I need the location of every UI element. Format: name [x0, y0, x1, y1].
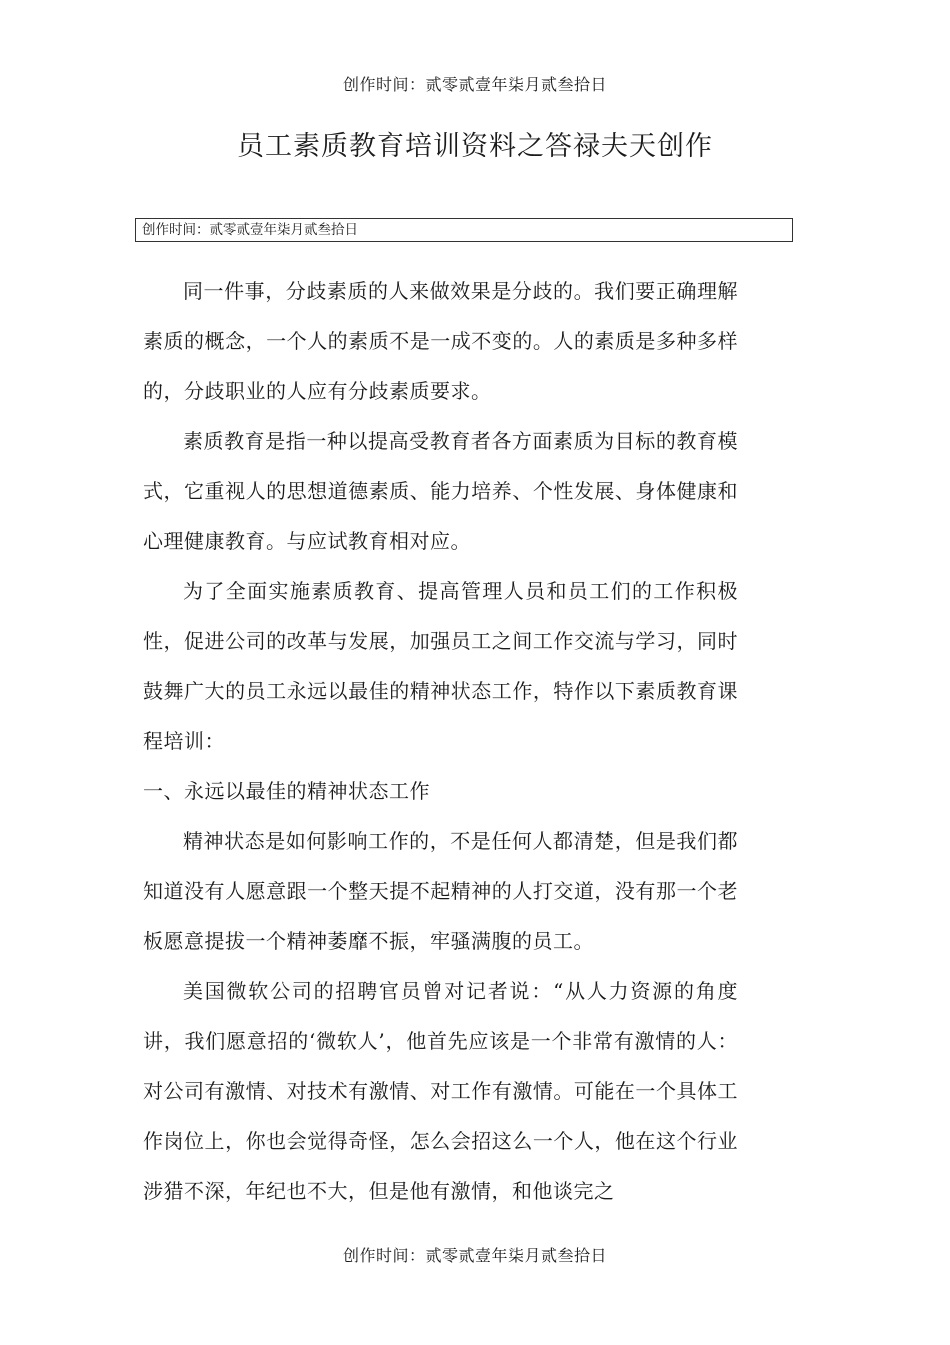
boxed-creation-time: 创作时间：贰零贰壹年柒月贰叁拾日: [135, 218, 793, 242]
page-header-creation-time: 创作时间：贰零贰壹年柒月贰叁拾日: [342, 75, 607, 94]
paragraph: 美国微软公司的招聘官员曾对记者说：“从人力资源的角度讲，我们愿意招的‘微软人’，他首先应该是一个非常有激情的人：对公司有激情、对技术有激情、对工作有激情。可能在一个具体工作岗位上，你也会觉得奇怪，怎么会招这么一个人，他在这个行业涉猎不深，年纪也不大，但是他有激情，和他谈完之: [143, 979, 738, 1203]
document-title: 员工素质教育培训资料之答禄夫天创作: [237, 131, 713, 162]
section-heading: 一、永远以最佳的精神状态工作: [143, 779, 430, 803]
document-body: [143, 266, 738, 1216]
paragraph: 为了全面实施素质教育、提高管理人员和员工们的工作积极性，促进公司的改革与发展，加强员工之间工作交流与学习，同时鼓舞广大的员工永远以最佳的精神状态工作，特作以下素质教育课程培训：: [143, 579, 738, 753]
page-footer-creation-time: 创作时间：贰零贰壹年柒月贰叁拾日: [342, 1246, 607, 1265]
paragraph: 素质教育是指一种以提高受教育者各方面素质为目标的教育模式，它重视人的思想道德素质、能力培养、个性发展、身体健康和心理健康教育。与应试教育相对应。: [143, 429, 738, 553]
paragraph: 同一件事，分歧素质的人来做效果是分歧的。我们要正确理解素质的概念，一个人的素质不是一成不变的。人的素质是多种多样的，分歧职业的人应有分歧素质要求。: [143, 279, 738, 403]
paragraph: 精神状态是如何影响工作的，不是任何人都清楚，但是我们都知道没有人愿意跟一个整天提不起精神的人打交道，没有那一个老板愿意提拔一个精神萎靡不振，牢骚满腹的员工。: [143, 829, 738, 953]
